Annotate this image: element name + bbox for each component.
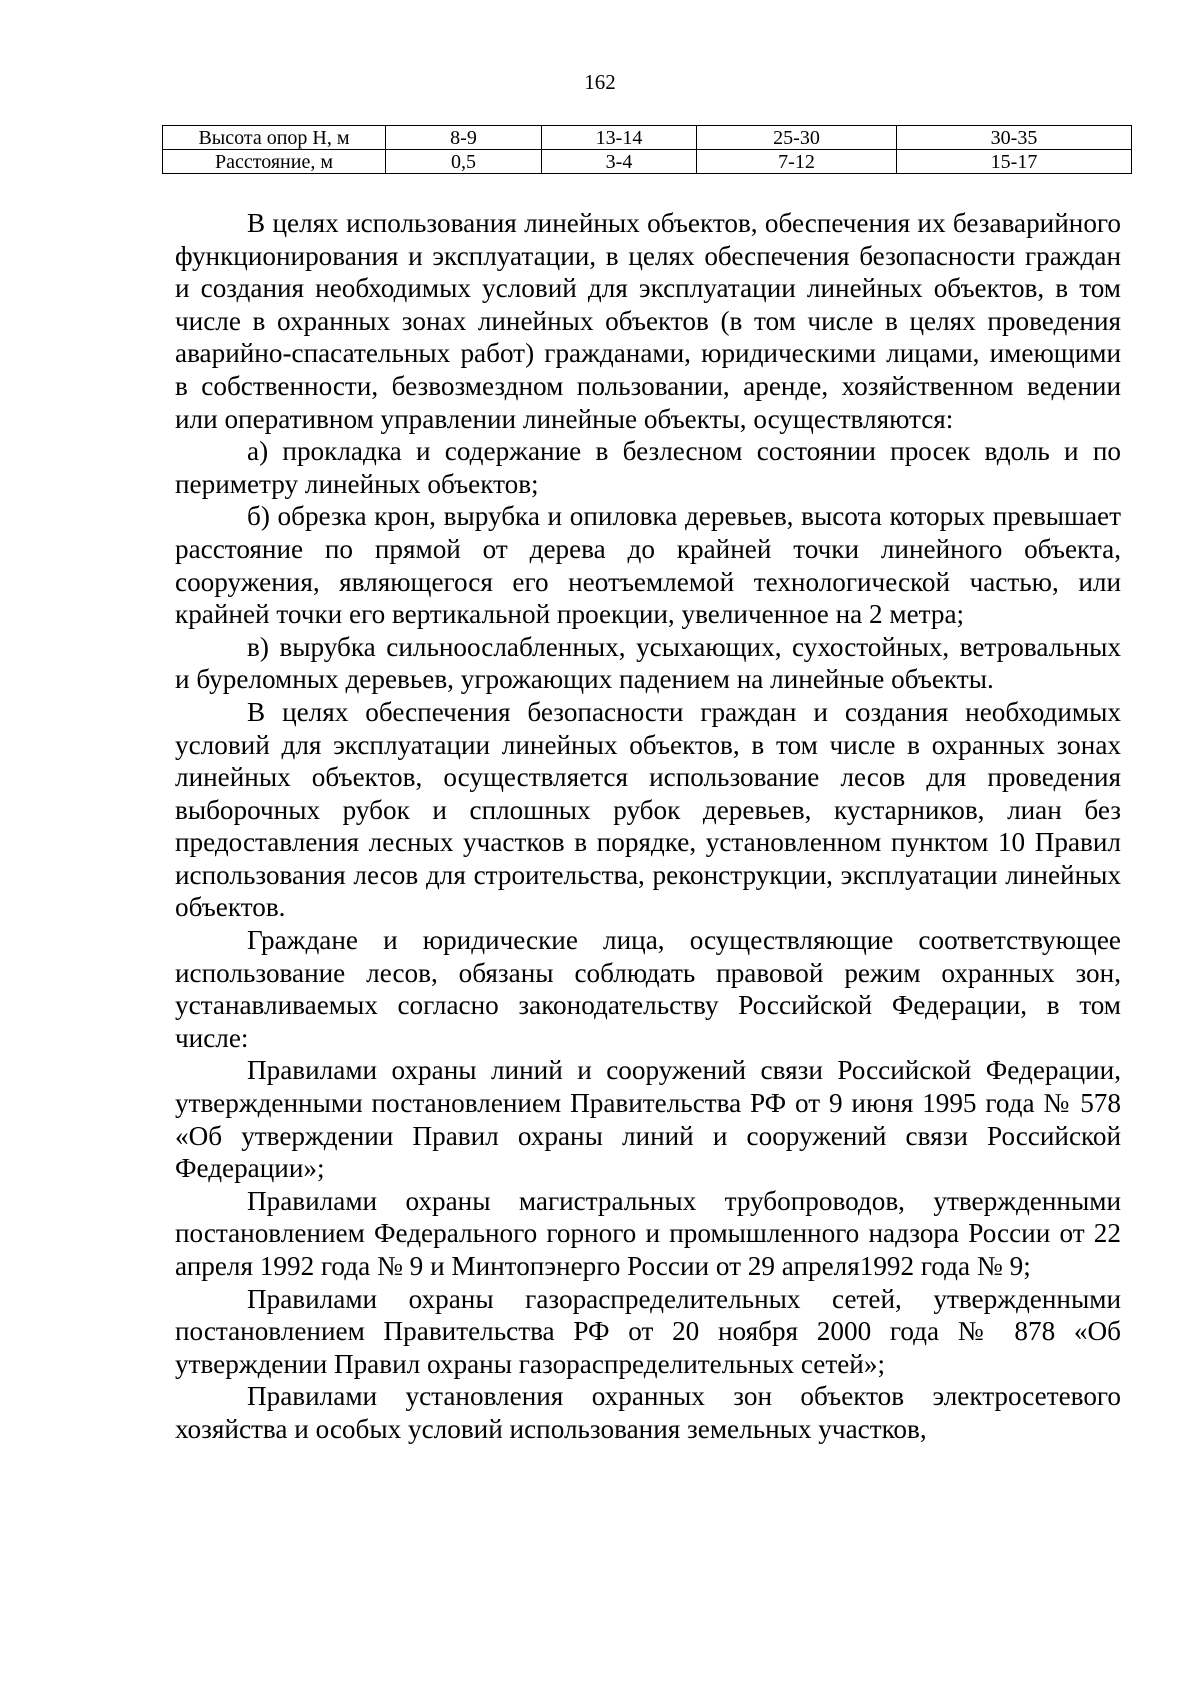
list-item: а) прокладка и содержание в безлесном состоянии просек вдоль и по периметру линейных объектов; — [175, 436, 1121, 499]
table-cell: 30-35 — [897, 126, 1132, 150]
table-cell: 7-12 — [697, 150, 897, 174]
table-cell: 8-9 — [386, 126, 542, 150]
paragraph: Правилами охраны линий и сооружений связи Российской Федерации, утвержденными постановлением Правительства РФ от 9 июня 1995 года № 578 «Об утверждении Правил охраны линий и сооружений связи Российской Федерации»; — [175, 1055, 1121, 1184]
table-row-label: Высота опор Н, м — [163, 126, 386, 150]
document-body — [175, 207, 1121, 1446]
paragraph: В целях обеспечения безопасности граждан и создания необходимых условий для эксплуатации линейных объектов, в том числе в охранных зонах линейных объектов, осуществляется использование лесов для проведения выборочных рубок и сплошных рубок деревьев, кустарников, лиан без предоставления лесных участков в порядке, установленном пунктом 10 Правил использования лесов для строительства, реконструкции, эксплуатации линейных объектов. — [175, 696, 1121, 923]
table-cell: 25-30 — [697, 126, 897, 150]
paragraph: Правилами охраны газораспределительных сетей, утвержденными постановлением Правительства РФ от 20 ноября 2000 года № 878 «Об утверждении Правил охраны газораспределительных сетей»; — [175, 1283, 1121, 1379]
table-row — [163, 126, 1132, 150]
table-cell: 15-17 — [897, 150, 1132, 174]
paragraph: Правилами охраны магистральных трубопроводов, утвержденными постановлением Федерального горного и промышленного надзора России от 22 апреля 1992 года № 9 и Минтопэнерго России от 29 апреля1992 года № 9; — [175, 1185, 1121, 1281]
page-number: 162 — [584, 70, 616, 94]
table-cell: 13-14 — [542, 126, 697, 150]
paragraph: В целях использования линейных объектов, обеспечения их безаварийного функционирования и эксплуатации, в целях обеспечения безопасности граждан и создания необходимых условий для эксплуатации линейных объектов, в том числе в охранных зонах линейных объектов (в том числе в целях проведения аварийно-спасательных работ) гражданами, юридическими лицами, имеющими в собственности, безвозмездном пользовании, аренде, хозяйственном ведении или оперативном управлении линейные объекты, осуществляются: — [175, 208, 1121, 434]
list-item: в) вырубка сильноослабленных, усыхающих, сухостойных, ветровальных и буреломных деревьев, угрожающих падением на линейные объекты. — [175, 631, 1121, 695]
table-row — [163, 150, 1132, 174]
paragraph: Граждане и юридические лица, осуществляющие соответствующее использование лесов, обязаны соблюдать правовой режим охранных зон, устанавливаемых согласно законодательству Российской Федерации, в том числе: — [175, 925, 1121, 1053]
paragraph: Правилами установления охранных зон объектов электросетевого хозяйства и особых условий использования земельных участков, — [175, 1381, 1121, 1444]
table-cell: 0,5 — [386, 150, 542, 174]
table-cell: 3-4 — [542, 150, 697, 174]
table-row-label: Расстояние, м — [163, 150, 386, 174]
list-item: б) обрезка крон, вырубка и опиловка деревьев, высота которых превышает расстояние по прямой от дерева до крайней точки линейного объекта, сооружения, являющегося его неотъемлемой технологической частью, или крайней точки его вертикальной проекции, увеличенное на 2 метра; — [175, 501, 1121, 630]
support-height-table — [162, 125, 1132, 174]
